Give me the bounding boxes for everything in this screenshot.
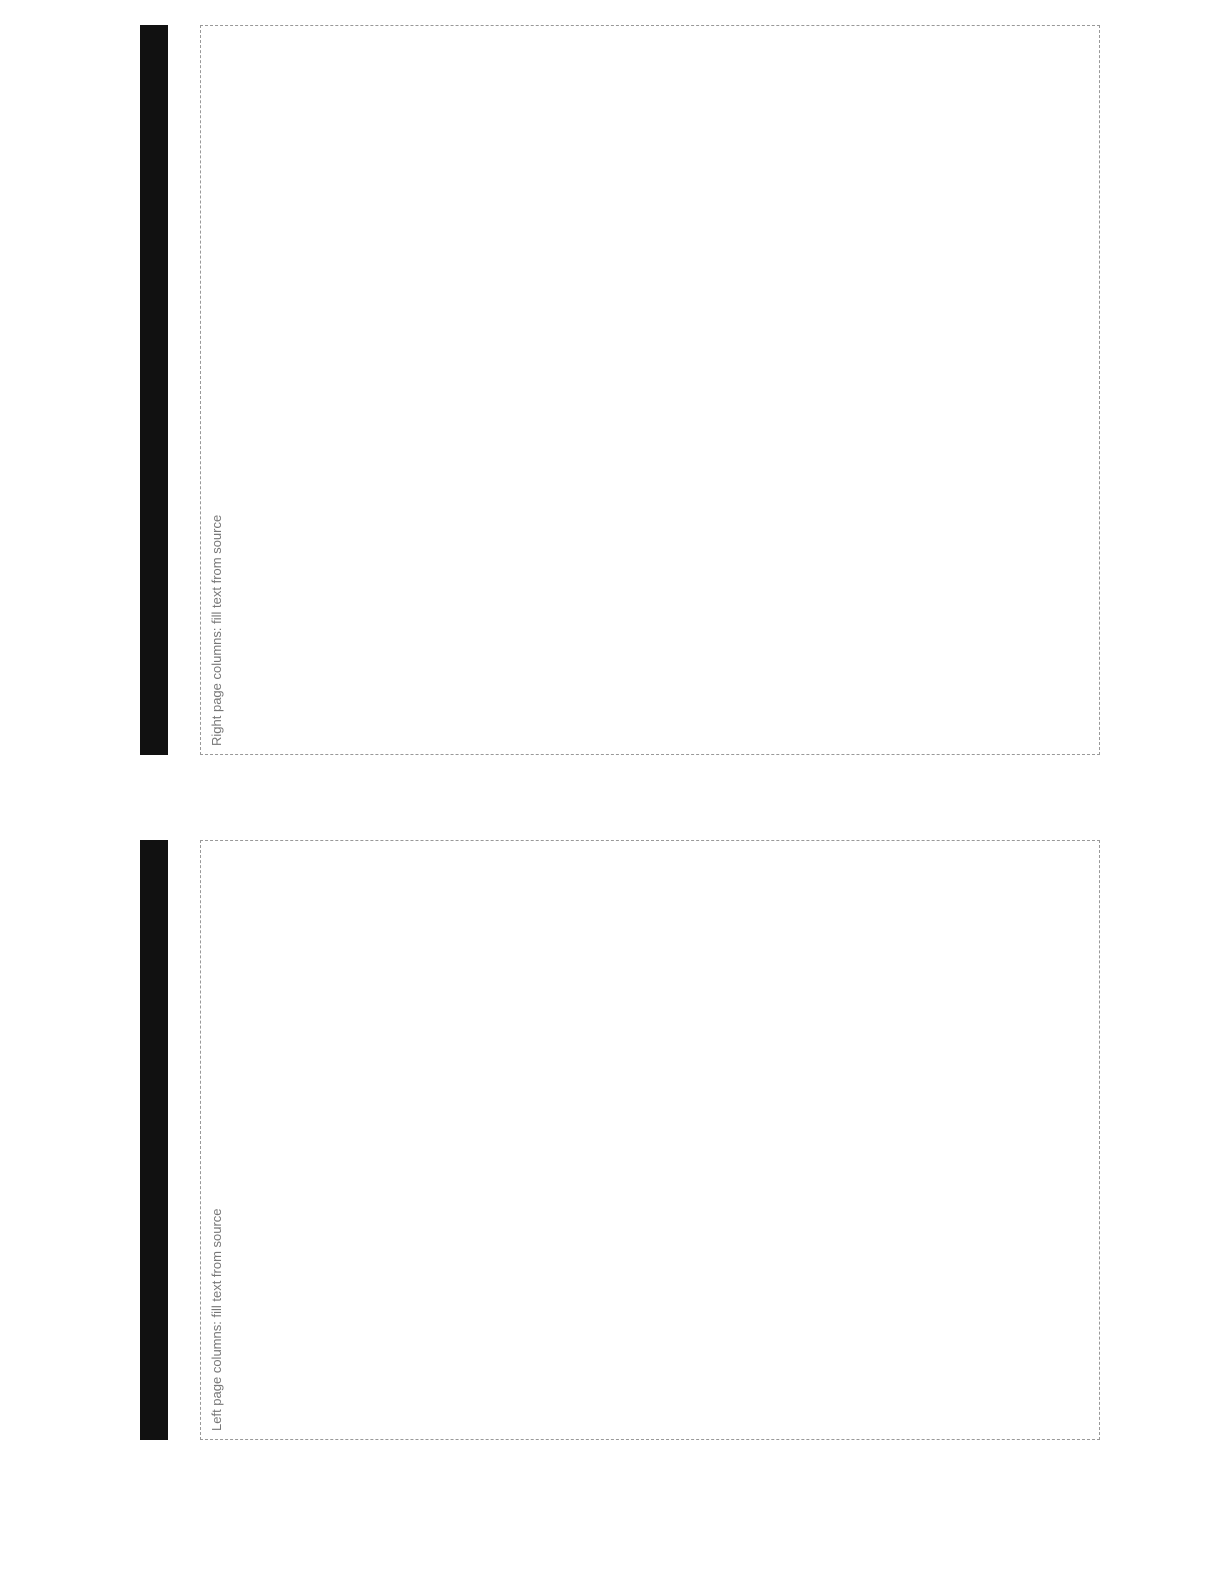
left-columns-placeholder: Left page columns: fill text from source [200, 840, 1100, 1440]
left-page [0, 795, 1225, 1585]
right-banner [140, 25, 168, 755]
right-columns-placeholder: Right page columns: fill text from source [200, 25, 1100, 755]
left-banner [140, 840, 168, 1440]
